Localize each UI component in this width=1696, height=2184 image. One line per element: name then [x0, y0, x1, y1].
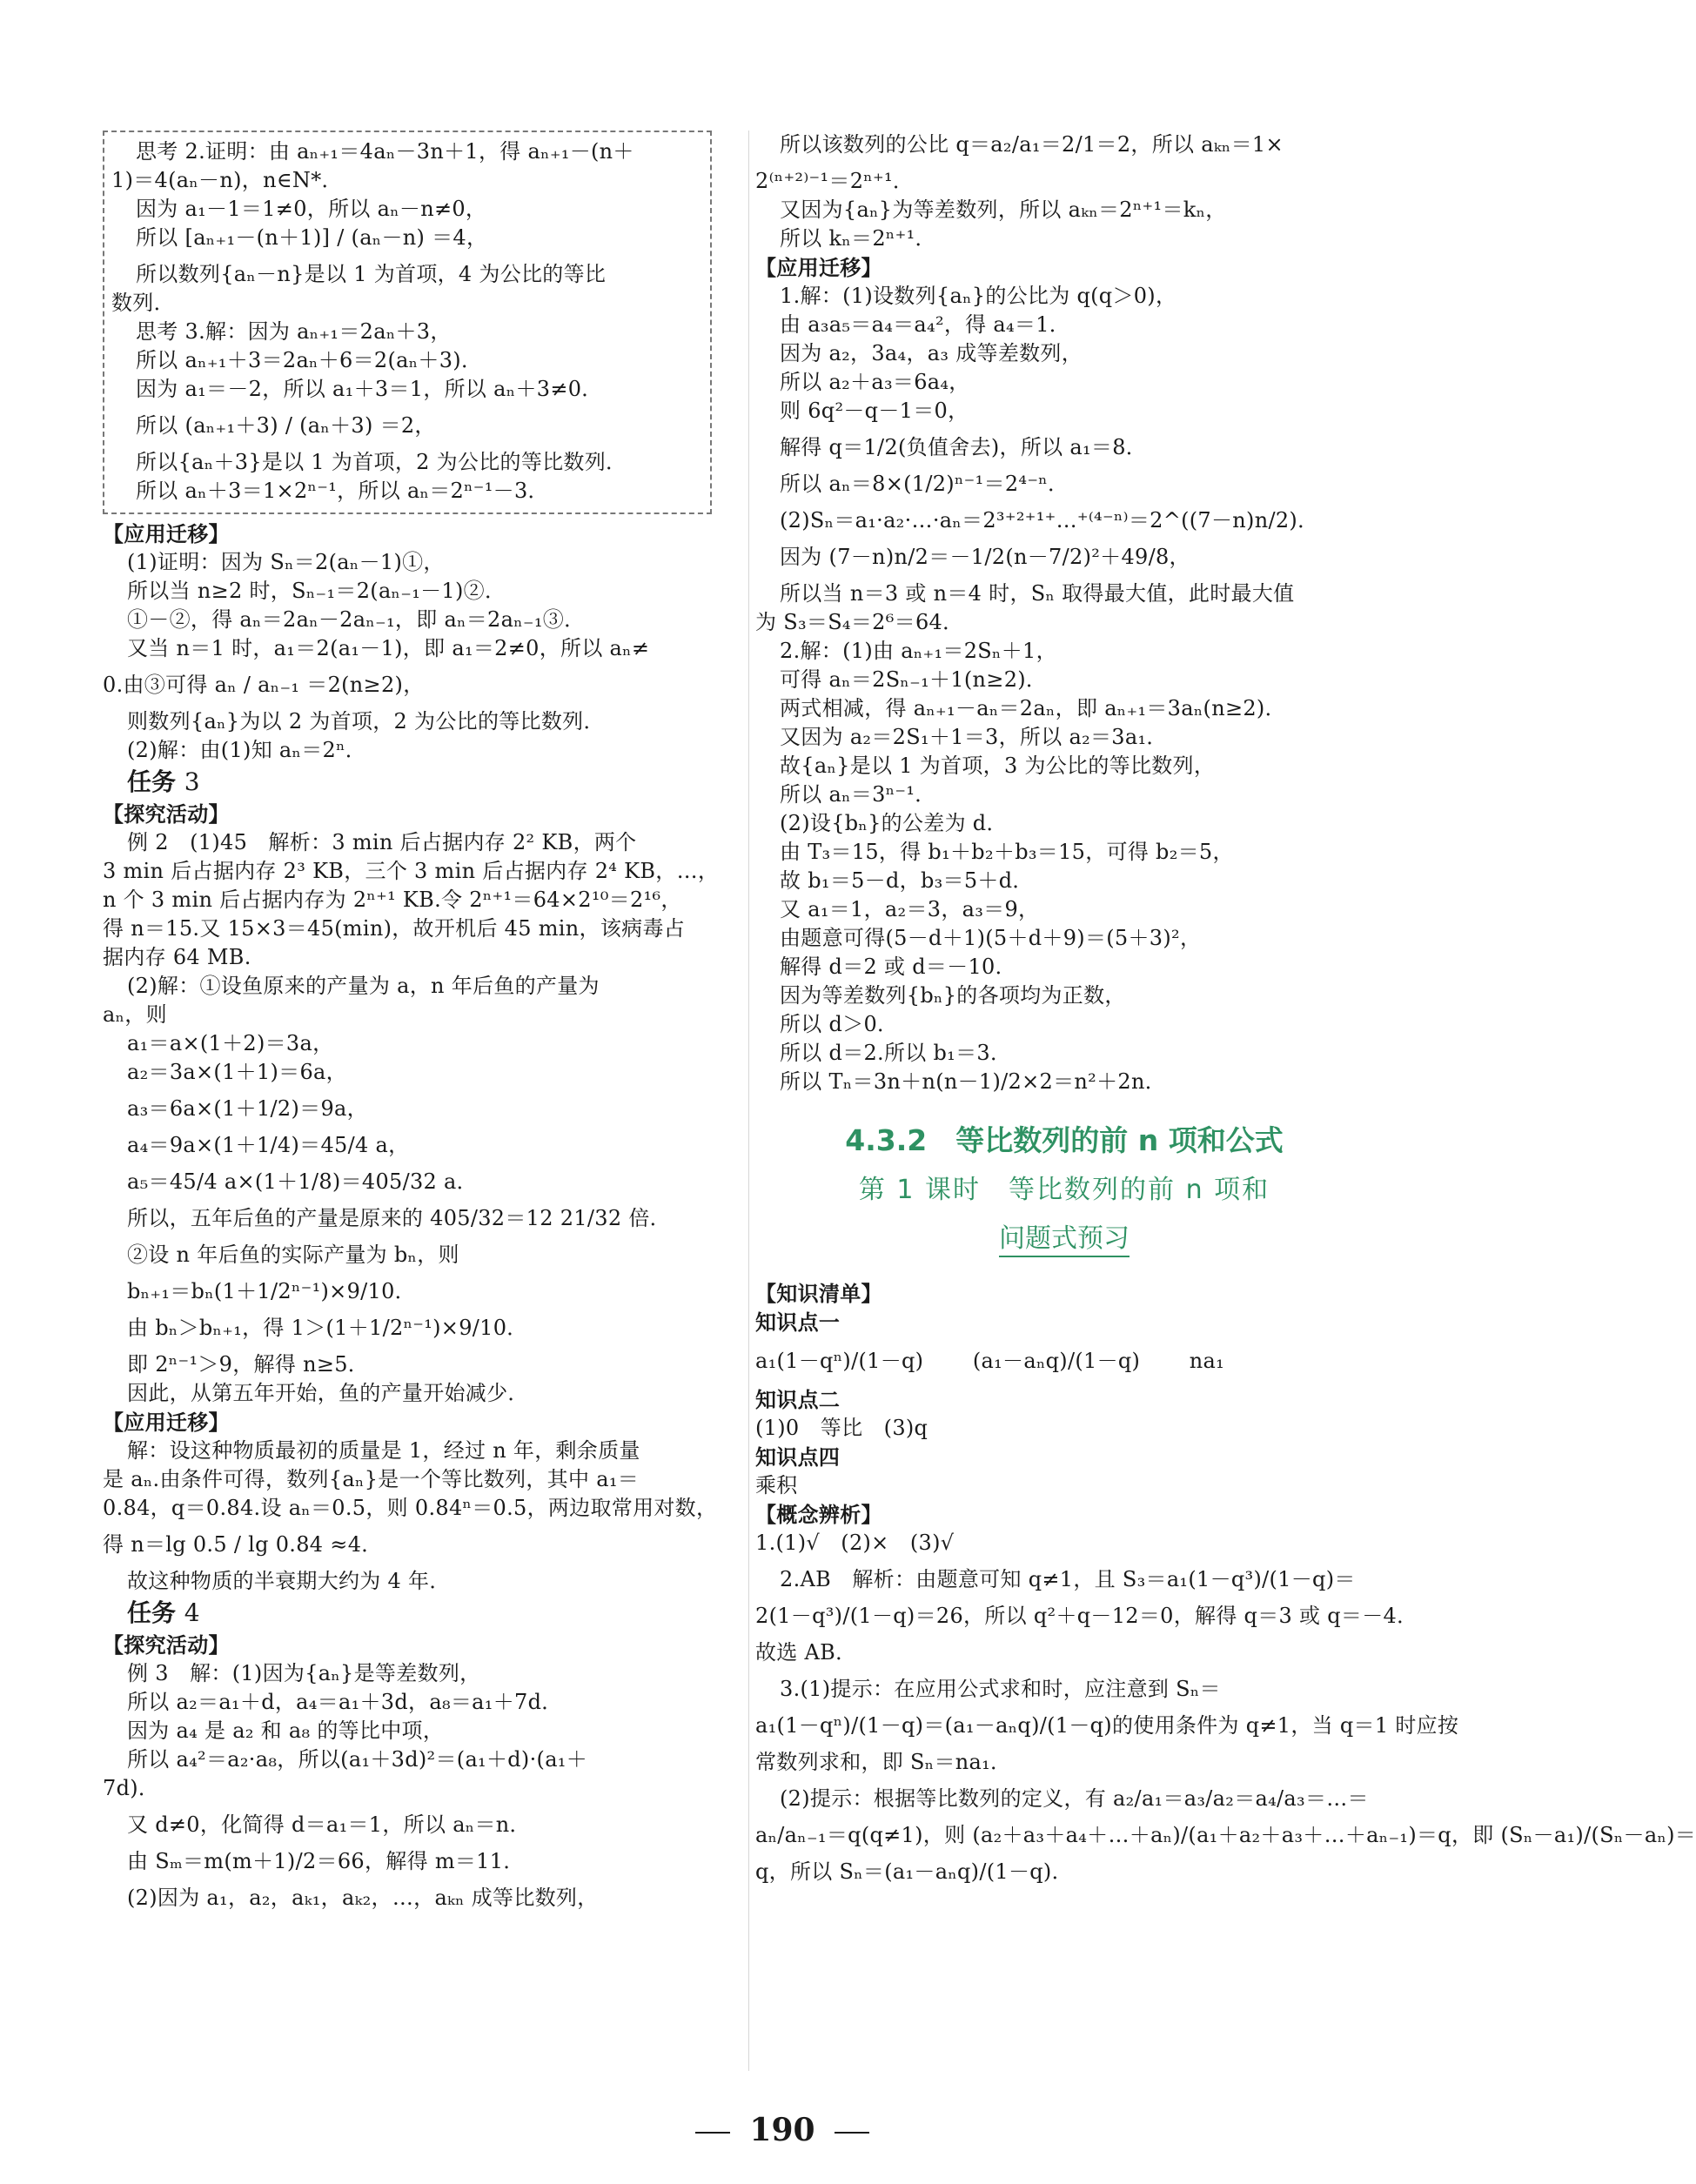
text-line: a₂＝3a×(1＋1)＝6a，: [127, 1060, 347, 1084]
text-line: 由 T₃＝15，得 b₁＋b₂＋b₃＝15，可得 b₂＝5，: [780, 840, 1234, 864]
text-line: 故选 AB．: [755, 1640, 857, 1665]
preview-title-text: 问题式预习: [999, 1223, 1130, 1257]
text-line: 所以 aₙ＝3ⁿ⁻¹．: [780, 782, 936, 807]
text-line: (1)0 等比 (3)q: [755, 1416, 928, 1440]
box-line: 所以数列{aₙ－n}是以 1 为首项，4 为公比的等比: [136, 262, 607, 286]
text-line: 3.(1)提示：在应用公式求和时，应注意到 Sₙ＝: [780, 1677, 1221, 1701]
text-line: ①－②，得 aₙ＝2aₙ－2aₙ₋₁，即 aₙ＝2aₙ₋₁③．: [127, 607, 586, 632]
text-line: 0.84，q＝0.84.设 aₙ＝0.5，则 0.84ⁿ＝0.5，两边取常用对数，: [103, 1496, 718, 1520]
task-label: 任务: [127, 767, 177, 796]
text-line: 解得 q＝1/2(负值舍去)，所以 a₁＝8．: [780, 435, 1148, 459]
text-line: 因为 (7－n)n/2＝－1/2(n－7/2)²＋49/8，: [780, 545, 1190, 569]
box-line: 所以 (aₙ₊₁＋3) / (aₙ＋3) ＝2，: [136, 413, 436, 438]
text-line: 所以当 n≥2 时，Sₙ₋₁＝2(aₙ₋₁－1)②．: [127, 579, 506, 603]
text-line: 则 6q²－q－1＝0，: [780, 399, 969, 423]
text-line: 7d)．: [103, 1776, 160, 1800]
text-line: (2)提示：根据等比数列的定义，有 a₂/a₁＝a₃/a₂＝a₄/a₃＝…＝: [780, 1786, 1369, 1811]
text-line: aₙ/aₙ₋₁＝q(q≠1)，则 (a₂＋a₃＋a₄＋…＋aₙ)/(a₁＋a₂＋a₃＋…＋aₙ₋₁)＝q，即 (Sₙ－a₁)/(Sₙ－aₙ)＝: [755, 1823, 1696, 1847]
text-line: 即 2ⁿ⁻¹＞9，解得 n≥5．: [127, 1352, 370, 1377]
text-line: 2⁽ⁿ⁺²⁾⁻¹＝2ⁿ⁺¹．: [755, 169, 915, 193]
section-heading: 【知识清单】: [755, 1281, 882, 1306]
formula: na₁: [1189, 1349, 1225, 1373]
text-line: a₄＝9a×(1＋1/4)＝45/4 a，: [127, 1133, 410, 1157]
text-line: 解：设这种物质最初的质量是 1，经过 n 年，剩余质量: [127, 1438, 640, 1463]
task-heading-4: [103, 1596, 712, 1631]
text-line: 则数列{aₙ}为以 2 为首项，2 为公比的等比数列．: [127, 709, 605, 734]
text-line: 因为等差数列{bₙ}的各项均为正数，: [780, 983, 1126, 1008]
box-line: 因为 a₁－1＝1≠0，所以 aₙ－n≠0，: [136, 197, 487, 221]
text-line: aₙ，则: [103, 1002, 167, 1027]
text-line: 由 bₙ＞bₙ₊₁，得 1＞(1＋1/2ⁿ⁻¹)×9/10．: [127, 1316, 528, 1340]
section-heading: 【概念辨析】: [755, 1502, 882, 1527]
text-line: ②设 n 年后鱼的实际产量为 bₙ，则: [127, 1243, 459, 1267]
box-line: 数列．: [111, 291, 175, 315]
knowledge-point: 知识点一: [755, 1310, 841, 1335]
text-line: (2)解：①设鱼原来的产量为 a，n 年后鱼的产量为: [127, 974, 600, 998]
text-line: 乘积: [755, 1473, 798, 1497]
text-line: 因为 a₄ 是 a₂ 和 a₈ 的等比中项，: [127, 1718, 445, 1743]
section-heading: 【探究活动】: [103, 801, 230, 827]
right-column: [755, 131, 1696, 1886]
text-line: 0.由③可得 aₙ / aₙ₋₁ ＝2(n≥2)，: [103, 673, 425, 697]
text-line: 所以该数列的公比 q＝a₂/a₁＝2/1＝2，所以 aₖₙ＝1×: [780, 132, 1284, 157]
text-line: 3 min 后占据内存 2³ KB，三个 3 min 后占据内存 2⁴ KB，…，: [103, 859, 720, 883]
preview-title: [755, 1215, 1373, 1263]
task-number: 4: [184, 1598, 200, 1627]
text-line: 又因为 a₂＝2S₁＋1＝3，所以 a₂＝3a₁．: [780, 725, 1168, 749]
text-line: 1.(1)√ (2)× (3)√: [755, 1531, 955, 1555]
section-heading: 【探究活动】: [103, 1632, 230, 1658]
text-line: n 个 3 min 后占据内存为 2ⁿ⁺¹ KB.令 2ⁿ⁺¹＝64×2¹⁰＝2¹⁶，: [103, 888, 682, 912]
text-line: (2)因为 a₁，a₂，aₖ₁，aₖ₂，…，aₖₙ 成等比数列，: [127, 1886, 599, 1910]
task-label: 任务: [127, 1598, 177, 1627]
text-line: 所以 a₄²＝a₂·a₈，所以(a₁＋3d)²＝(a₁＋d)·(a₁＋: [127, 1747, 588, 1772]
page-number-dash: [835, 2132, 869, 2134]
task-heading-3: [103, 765, 712, 800]
text-line: 两式相减，得 aₙ₊₁－aₙ＝2aₙ，即 aₙ₊₁＝3aₙ(n≥2)．: [780, 696, 1286, 720]
text-line: 所以 d＞0．: [780, 1012, 899, 1036]
text-line: (2)设{bₙ}的公差为 d．: [780, 811, 1008, 835]
text-line: (2)Sₙ＝a₁·a₂·…·aₙ＝2³⁺²⁺¹⁺…⁺⁽⁴⁻ⁿ⁾＝2^((7－n)n/2)．: [780, 508, 1319, 533]
page-number-dash: [695, 2132, 730, 2134]
text-line: 故这种物质的半衰期大约为 4 年．: [127, 1569, 451, 1593]
text-line: 解得 d＝2 或 d＝－10．: [780, 955, 1016, 979]
text-line: 由题意可得(5－d＋1)(5＋d＋9)＝(5＋3)²，: [780, 926, 1202, 950]
text-line: a₃＝6a×(1＋1/2)＝9a，: [127, 1096, 368, 1121]
box-line: 思考 3.解：因为 aₙ₊₁＝2aₙ＋3，: [136, 319, 452, 344]
text-line: a₁＝a×(1＋2)＝3a，: [127, 1031, 334, 1055]
text-line: 所以，五年后鱼的产量是原来的 405/32＝12 21/32 倍．: [127, 1206, 671, 1230]
text-line: 所以 d＝2.所以 b₁＝3．: [780, 1041, 1012, 1065]
text-line: 又 d≠0，化简得 d＝a₁＝1，所以 aₙ＝n．: [127, 1812, 531, 1837]
text-line: 因此，从第五年开始，鱼的产量开始减少．: [127, 1381, 529, 1405]
text-line: 所以 kₙ＝2ⁿ⁺¹．: [780, 226, 936, 251]
page-number: [0, 2113, 1565, 2147]
text-line: 2.AB 解析：由题意可知 q≠1，且 S₃＝a₁(1－q³)/(1－q)＝: [780, 1567, 1356, 1591]
box-line: 所以 aₙ＋3＝1×2ⁿ⁻¹，所以 aₙ＝2ⁿ⁻¹－3．: [136, 479, 549, 503]
text-line: 得 n＝15.又 15×3＝45(min)，故开机后 45 min，该病毒占: [103, 916, 686, 941]
formula-row: [755, 1337, 1373, 1385]
box-line: 思考 2.证明：由 aₙ₊₁＝4aₙ－3n＋1，得 aₙ₊₁－(n＋: [136, 139, 634, 164]
text-line: q，所以 Sₙ＝(a₁－aₙq)/(1－q)．: [755, 1859, 1073, 1884]
column-divider: [748, 131, 749, 2071]
text-line: (2)解：由(1)知 aₙ＝2ⁿ．: [127, 738, 367, 762]
text-line: 由 a₃a₅＝a₄＝a₄²，得 a₄＝1．: [780, 312, 1071, 337]
text-line: 据内存 64 MB.: [103, 945, 251, 969]
section-title: 4.3.2 等比数列的前 n 项和公式: [845, 1123, 1284, 1157]
text-line: 又因为{aₙ}为等差数列，所以 aₖₙ＝2ⁿ⁺¹＝kₙ，: [780, 198, 1227, 222]
text-line: 所以 aₙ＝8×(1/2)ⁿ⁻¹＝2⁴⁻ⁿ．: [780, 472, 1069, 496]
text-line: 例 3 解：(1)因为{aₙ}是等差数列，: [127, 1661, 481, 1685]
text-line: 所以 Tₙ＝3n＋n(n－1)/2×2＝n²＋2n．: [780, 1069, 1166, 1094]
text-line: bₙ₊₁＝bₙ(1＋1/2ⁿ⁻¹)×9/10．: [127, 1279, 416, 1303]
text-line: 得 n＝lg 0.5 / lg 0.84 ≈4．: [103, 1532, 383, 1557]
knowledge-point: 知识点二: [755, 1387, 841, 1412]
box-line: 所以 [aₙ₊₁－(n＋1)] / (aₙ－n) ＝4，: [136, 225, 488, 250]
formula: (a₁－aₙq)/(1－q): [972, 1349, 1141, 1373]
text-line: 2.解：(1)由 aₙ₊₁＝2Sₙ＋1，: [780, 639, 1057, 663]
page-number-text: 190: [749, 2112, 815, 2148]
text-line: a₁(1－qⁿ)/(1－q)＝(a₁－aₙq)/(1－q)的使用条件为 q≠1，当 q＝1 时应按: [755, 1713, 1459, 1738]
section-heading: 【应用迁移】: [755, 255, 882, 280]
box-line: 1)＝4(aₙ－n)，n∈N*．: [111, 168, 343, 192]
text-line: 又当 n＝1 时，a₁＝2(a₁－1)，即 a₁＝2≠0，所以 aₙ≠: [127, 636, 650, 660]
text-line: 又 a₁＝1，a₂＝3，a₃＝9，: [780, 897, 1040, 921]
box-line: 因为 a₁＝－2，所以 a₁＋3＝1，所以 aₙ＋3≠0．: [136, 377, 603, 401]
text-line: (1)证明：因为 Sₙ＝2(aₙ－1)①，: [127, 550, 445, 574]
text-line: 可得 aₙ＝2Sₙ₋₁＋1(n≥2)．: [780, 667, 1048, 692]
section-heading: 【应用迁移】: [103, 1410, 230, 1435]
formula: a₁(1－qⁿ)/(1－q): [755, 1349, 924, 1373]
text-line: 故{aₙ}是以 1 为首项，3 为公比的等比数列，: [780, 754, 1216, 778]
text-line: 1.解：(1)设数列{aₙ}的公比为 q(q＞0)，: [780, 284, 1177, 308]
text-line: 故 b₁＝5－d，b₃＝5＋d．: [780, 868, 1034, 893]
text-line: 为 S₃＝S₄＝2⁶＝64．: [755, 610, 964, 634]
text-line: 2(1－q³)/(1－q)＝26，所以 q²＋q－12＝0，解得 q＝3 或 q＝－4．: [755, 1604, 1418, 1628]
box-line: 所以{aₙ＋3}是以 1 为首项，2 为公比的等比数列．: [136, 450, 627, 474]
text-line: 所以 a₂＋a₃＝6a₄，: [780, 370, 970, 394]
text-line: 所以当 n＝3 或 n＝4 时，Sₙ 取得最大值，此时最大值: [780, 581, 1295, 606]
knowledge-point: 知识点四: [755, 1444, 841, 1470]
text-line: 常数列求和，即 Sₙ＝na₁．: [755, 1750, 1012, 1774]
text-line: 是 aₙ.由条件可得，数列{aₙ}是一个等比数列，其中 a₁＝: [103, 1467, 640, 1491]
box-line: 所以 aₙ₊₁＋3＝2aₙ＋6＝2(aₙ＋3)．: [136, 348, 483, 372]
text-line: 例 2 (1)45 解析：3 min 后占据内存 2² KB，两个: [127, 830, 637, 854]
text-line: a₅＝45/4 a×(1＋1/8)＝405/32 a．: [127, 1169, 478, 1194]
section-heading: 【应用迁移】: [103, 521, 230, 546]
text-line: 由 Sₘ＝m(m＋1)/2＝66，解得 m＝11．: [127, 1849, 525, 1873]
task-number: 3: [184, 767, 200, 796]
thinking-box: [103, 131, 712, 514]
text-line: 因为 a₂，3a₄，a₃ 成等差数列，: [780, 341, 1083, 365]
text-line: 所以 a₂＝a₁＋d，a₄＝a₁＋3d，a₈＝a₁＋7d．: [127, 1690, 563, 1714]
lesson-title: 第 1 课时 等比数列的前 n 项和: [858, 1175, 1270, 1205]
left-column: [103, 131, 720, 1913]
